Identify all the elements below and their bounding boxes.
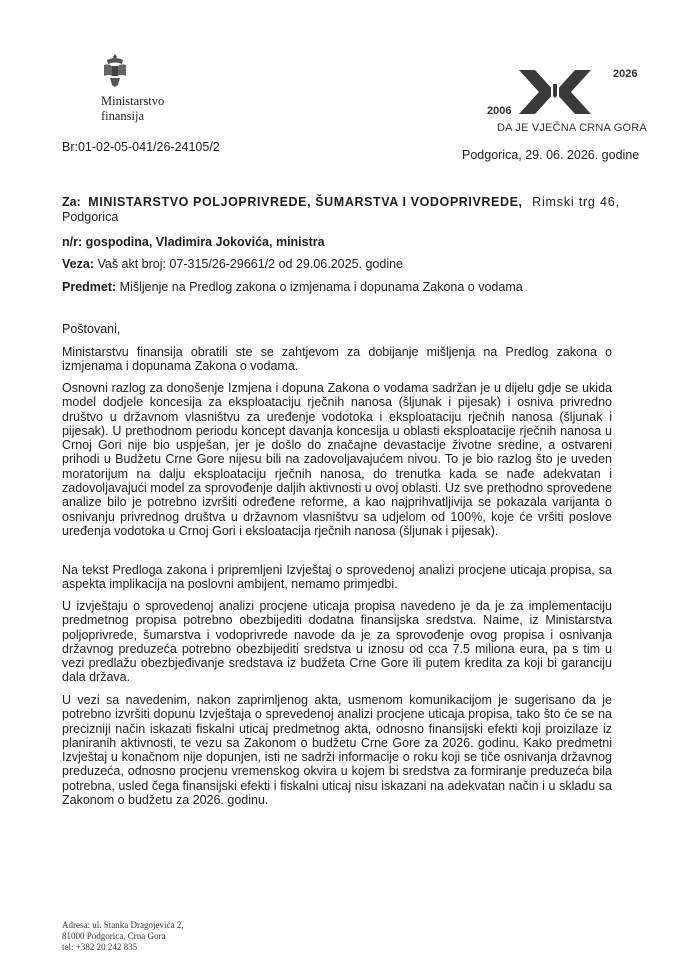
recipient-address: Rimski trg 46, (532, 195, 620, 209)
ministry-name (101, 94, 164, 124)
footer-contact (62, 920, 183, 953)
reference-number: Br:01-02-05-041/26-24105/2 (62, 140, 220, 154)
attention-text: gospodina, Vladimira Jokovića, ministra (85, 235, 325, 249)
body-paragraph-1: Ministarstvu finansija obratili ste se zahtjevom za dobijanje mišljenja na Predlog zakona o izmjenama i dopunama Zakona o vodama. (62, 345, 612, 374)
attention-line (62, 235, 325, 249)
reference-label: Veza: (62, 257, 94, 271)
footer-address: Adresa: ul. Stanka Dragojevića 2, (62, 920, 184, 930)
jubilee-logo (475, 60, 645, 140)
ministry-name-line2: finansija (101, 109, 145, 123)
attention-label: n/r: (62, 235, 83, 249)
body-paragraph-2: Osnovni razlog za donošenje Izmjena i dopuna Zakona o vodama sadržan je u dijelu gdje se ukida model dodjele koncesija za eksploataciju rječnih nanosa (šljunak i pijesak) i osniva privredno društvo u državnom vlasništvu za uređenje vodotoka i eksploataciju rječnih nanosa (šljunak i pijesak). U prethodnom periodu koncept davanja koncesija u oblasti eksploatacije rječnih nanosa u Crnoj Gori nije bio uspješan, jer je došlo do značajne devastacije životne sredine, a ostvareni prihodi u Budžetu Crne Gore nijesu bili na zadovoljavajućem nivou. To je bio razlog što je uveden moratorijum na dalju eksploataciju rječnih nanosa, do trenutka kada se nađe adekvatan i zadovoljavajući model za sprovođenje daljih aktivnosti u ovoj oblasti. Uz sve prethodno sprovedene analize bilo je potrebno izvršiti određene reforme, a kao najprihvatljivija se pokazala varijanta o osnivanju privrednog društva u državnom vlasništvu sa udjelom od 100%, koje će vršiti poslove uređenja vodotoka u Crnoj Gori i eksloatacija rječnih nanosa (šljunak i pijesak). (62, 381, 612, 538)
body-paragraph-5: U vezi sa navedenim, nakon zaprimljenog akta, usmenom komunikacijom je sugerisano da je potrebno izvršiti dopunu Izvještaja o sprevedenoj analizi procjene uticaja propisa, tako što će se na precizniji način iskazati fiskalni uticaj predmetnog akta, odnosno finansijski efekti koji proizilaze iz planiranih aktivnosti, te vezu sa Zakonom o budžetu Crne Gore za 2026. godinu. Kako predmetni Izvještaj u konačnom nije dopunjen, isti ne sadrži informacije o roku koji se tiče osnivanja državnog preduzeća, odnosno procjenu vremenskog okvira u kojem bi sredstva za formiranje preduzeća bila potrebna, usled čega finansijski efekti i fiskalni uticaj nisu iskazani na adekvatan način i u skladu sa Zakonom o budžetu za 2026. godinu. (62, 693, 612, 808)
subject-label: Predmet: (62, 280, 117, 294)
place-date: Podgorica, 29. 06. 2026. godine (462, 148, 640, 162)
recipient-name: MINISTARSTVO POLJOPRIVREDE, ŠUMARSTVA I VODOPRIVREDE, (88, 195, 523, 209)
body-paragraph-3: Na tekst Predloga zakona i pripremljeni Izvještaj o sprovedenoj analizi procjene uticaja propisa, sa aspekta implikacija na poslovni ambijent, nemamo primjedbi. (62, 563, 612, 592)
recipient-city: Podgorica (62, 210, 119, 224)
footer-city: 81000 Podgorica, Crna Gora (62, 931, 166, 941)
reference-line (62, 257, 403, 271)
footer-phone: tel: +382 20 242 835 (62, 942, 138, 952)
jubilee-year-start: 2006 (487, 105, 512, 117)
subject-line (62, 280, 523, 294)
jubilee-year-end: 2026 (613, 68, 638, 80)
recipient-line (62, 195, 620, 209)
body-paragraph-4: U izvještaju o sprovedenoj analizi procjene uticaja propisa navedeno je da je za implementaciju predmetnog propisa potrebno obezbijediti dodatna finansijska sredstva. Naime, iz Ministarstva poljoprivrede, šumarstva i vodoprivrede navode da je za sprovođenje ovog propisa i osnivanja državnog preduzeća potrebno obezbijediti sredstva u iznosu od cca 7.5 miliona eura, pa s tim u vezi predlažu obezbjeđivanje sredstava iz budžeta Crne Gore ili putem kredita za koji bi garanciju dala država. (62, 599, 612, 685)
xx-jubilee-logo-icon (515, 68, 595, 116)
salutation: Poštovani, (62, 322, 121, 336)
subject-text: Mišljenje na Predlog zakona o izmjenama i dopunama Zakona o vodama (119, 280, 523, 294)
recipient-label: Za: (62, 195, 81, 209)
reference-text: Vaš akt broj: 07-315/26-29661/2 od 29.06.2025. godine (97, 257, 404, 271)
jubilee-tagline: DA JE VJEČNA CRNA GORA (497, 122, 647, 134)
ministry-name-line1: Ministarstvo (101, 94, 165, 108)
montenegro-coat-of-arms-icon (101, 52, 129, 88)
